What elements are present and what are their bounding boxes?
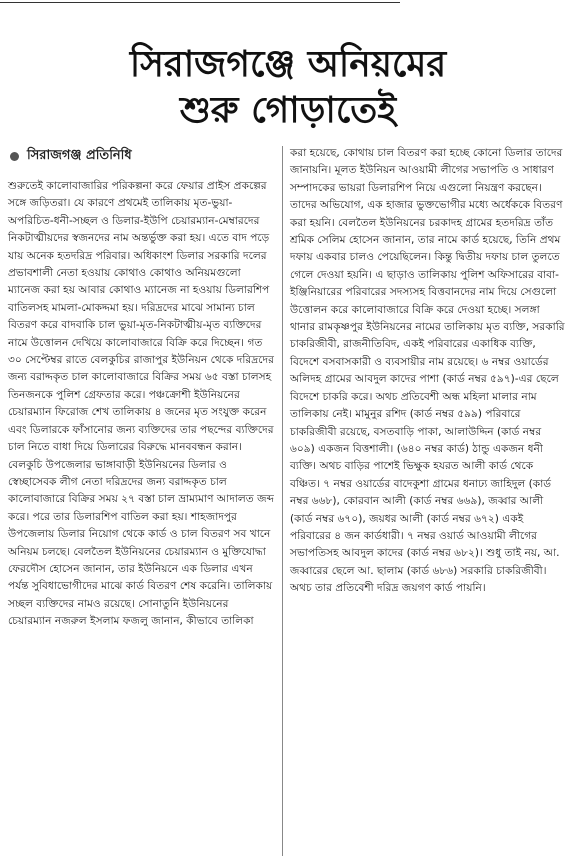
bullet-icon: [10, 152, 19, 161]
headline-line-2: শুরু গোড়াতেই: [179, 89, 397, 131]
article-column-right: করা হয়েছে, কোথায় চাল বিতরণ করা হচ্ছে কোনো ডিলার তাদের জানায়নি। মূলত ইউনিয়ন আওয়ামী লীগের সভাপতি ও সাধারণ সম্পাদকের ভায়রা ডিলারশিপ নিয়ে এগুলো নিয়ন্ত্রণ করছেন। তাদের অভিযোগ, এক হাজার ভুক্তভোগীর মধ্যে অর্ধেককে বিতরণ করা হয়নি। বেলতৈল ইউনিয়নের চরকাদহ গ্রামের হতদরিদ্র তাঁত শ্রমিক সেলিম হোসেন জানান, তার নামে কার্ড হয়েছে, তিনি প্রথম দফায় একবার চালও পেয়েছিলেন। কিন্তু দ্বিতীয় দফায় চাল তুলতে গেলে দেওয়া হয়নি। এ ছাড়াও তালিকায় পুলিশ অফিসারের বাবা-ইঞ্জিনিয়ারের পরিবারের সদস্যসহ বিত্তবানদের নাম দিয়ে সেগুলো উত্তোলন করে কালোবাজারে বিক্রি করে দেওয়া হচ্ছে। সলঙ্গা থানার রামকৃষ্ণপুর ইউনিয়নের নামের তালিকায় মৃত ব্যক্তি, সরকারি চাকরিজীবী, রাজনীতিবিদ, একই পরিবারের একাধিক ব্যক্তি, বিদেশে বসবাসকারী ও ব্যবসায়ীর নাম রয়েছে। ৬ নম্বর ওয়ার্ডের অলিদহ গ্রামের আবদুল কাদের পাশা (কার্ড নম্বর ৫৯৭)-এর ছেলে বিদেশে চাকরি করে। অথচ প্রতিবেশী অন্ধ মহিলা মালার নাম তালিকায় নেই। মামুনুর রশিদ (কার্ড নম্বর ৫৯৯) পরিবারে চাকরিজীবী রয়েছে, বসতবাড়ি পাকা, আলাউদ্দিন (কার্ড নম্বর ৬০৯) একজন বিত্তশালী। (৬৪০ নম্বর কার্ড) ঠান্ডু একজন ধনী ব্যক্তি। অথচ বাড়ির পাশেই ভিক্ষুক হযরত আলী কার্ড থেকে বঞ্চিত। ৭ নম্বর ওয়ার্ডের বাদেকুশা গ্রামের ধনাঢ্য জাহিদুল (কার্ড নম্বর ৬৬৮), কোরবান আলী (কার্ড নম্বর ৬৬৯), জব্বার আলী (কার্ড নম্বর ৬৭০), জয়ধর আলী (কার্ড নম্বর ৬৭২) একই পরিবারের ৪ জন কার্ডধারী। ৭ নম্বর ওয়ার্ড আওয়ামী লীগের সভাপতিসহ আবদুল কাদের (কার্ড নম্বর ৬৮২)। শুধু তাই নয়, আ. জব্বারের ছেলে আ. ছালাম (কার্ড ৬৮৬) সরকারি চাকরিজীবী। অথচ তার প্রতিবেশী দরিদ্র জয়গণ কার্ড পায়নি।: [290, 147, 565, 595]
column-divider: [282, 146, 283, 856]
byline-text: সিরাজগঞ্জ প্রতিনিধি: [27, 148, 132, 163]
headline-line-1: সিরাজগঞ্জে অনিয়মের: [129, 44, 447, 86]
byline: [10, 146, 132, 167]
top-rule: [0, 2, 400, 3]
headline: [0, 43, 576, 131]
article-column-left: শুরুতেই কালোবাজারির পরিকল্পনা করে ফেয়ার প্রাইস প্রকল্পের সঙ্গে জড়িতরা। যে কারণে প্রথমেই তালিকায় মৃত-ভুয়া-অপরিচিত-ধনী-সচ্ছল ও ডিলার-ইউপি চেয়ারম্যান-মেম্বারদের নিকটাত্মীয়দের স্বজনদের নাম অন্তর্ভুক্ত করা হয়। এতে বাদ পড়ে যায় অনেক হতদরিদ্র পরিবার। অধিকাংশ ডিলার সরকারি দলের প্রভাবশালী নেতা হওয়ায় কোথাও কোথাও অনিয়মগুলো ম্যানেজ করা হয় আবার কোথাও ম্যানেজ না হওয়ায় ডিলারশিপ বাতিলসহ মামলা-মোকদ্দমা হয়। দরিদ্রদের মাঝে সামান্য চাল বিতরণ করে বাদবাকি চাল ভুয়া-মৃত-নিকটাত্মীয়-মৃত ব্যক্তিদের নামে উত্তোলন দেখিয়ে কালোবাজারে বিক্রি করে দিচ্ছেন। গত ৩০ সেপ্টেম্বর রাতে বেলকুচির রাজাপুর ইউনিয়ন থেকে দরিদ্রদের জন্য বরাদ্দকৃত চাল কালোবাজারে বিক্রির সময় ৬৫ বস্তা চালসহ তিনজনকে পুলিশ গ্রেফতার করে। পঞ্চক্রোশী ইউনিয়নের চেয়ারম্যান ফিরোজ শেখ তালিকায় ৪ জনের মৃত সংযুক্ত করেন এবং ডিলারকে ফাঁসানোর জন্য ব্যক্তিদের তার পছন্দের ব্যক্তিদের চাল নিতে বাধা দিয়ে ডিলারের বিরুদ্ধে মানববন্ধন করান। বেলকুচি উপজেলার ভাঙ্গাবাড়ী ইউনিয়নের ডিলার ও স্বেচ্ছাসেবক লীগ নেতা দরিদ্রদের জন্য বরাদ্দকৃত চাল কালোবাজারে বিক্রির সময় ২৭ বস্তা চাল ভ্রাম্যমাণ আদালত জব্দ করে। পরে তার ডিলারশিপ বাতিল করা হয়। শাহজাদপুর উপজেলায় ডিলার নিয়োগ থেকে কার্ড ও চাল বিতরণ সব খানে অনিয়ম চলছে। বেলতৈল ইউনিয়নের চেয়ারম্যান ও মুক্তিযোদ্ধা ফেরদৌস হোসেন জানান, তার ইউনিয়নে এক ডিলার এখন পর্যন্ত সুবিধাভোগীদের মাঝে কার্ড বিতরণ শেষ করেনি। তালিকায় সচ্ছল ব্যক্তিদের নামও রয়েছে। সোনাতুনি ইউনিয়নের চেয়ারম্যান নজরুল ইসলাম ফজলু জানান, কীভাবে তালিকা: [8, 180, 274, 628]
